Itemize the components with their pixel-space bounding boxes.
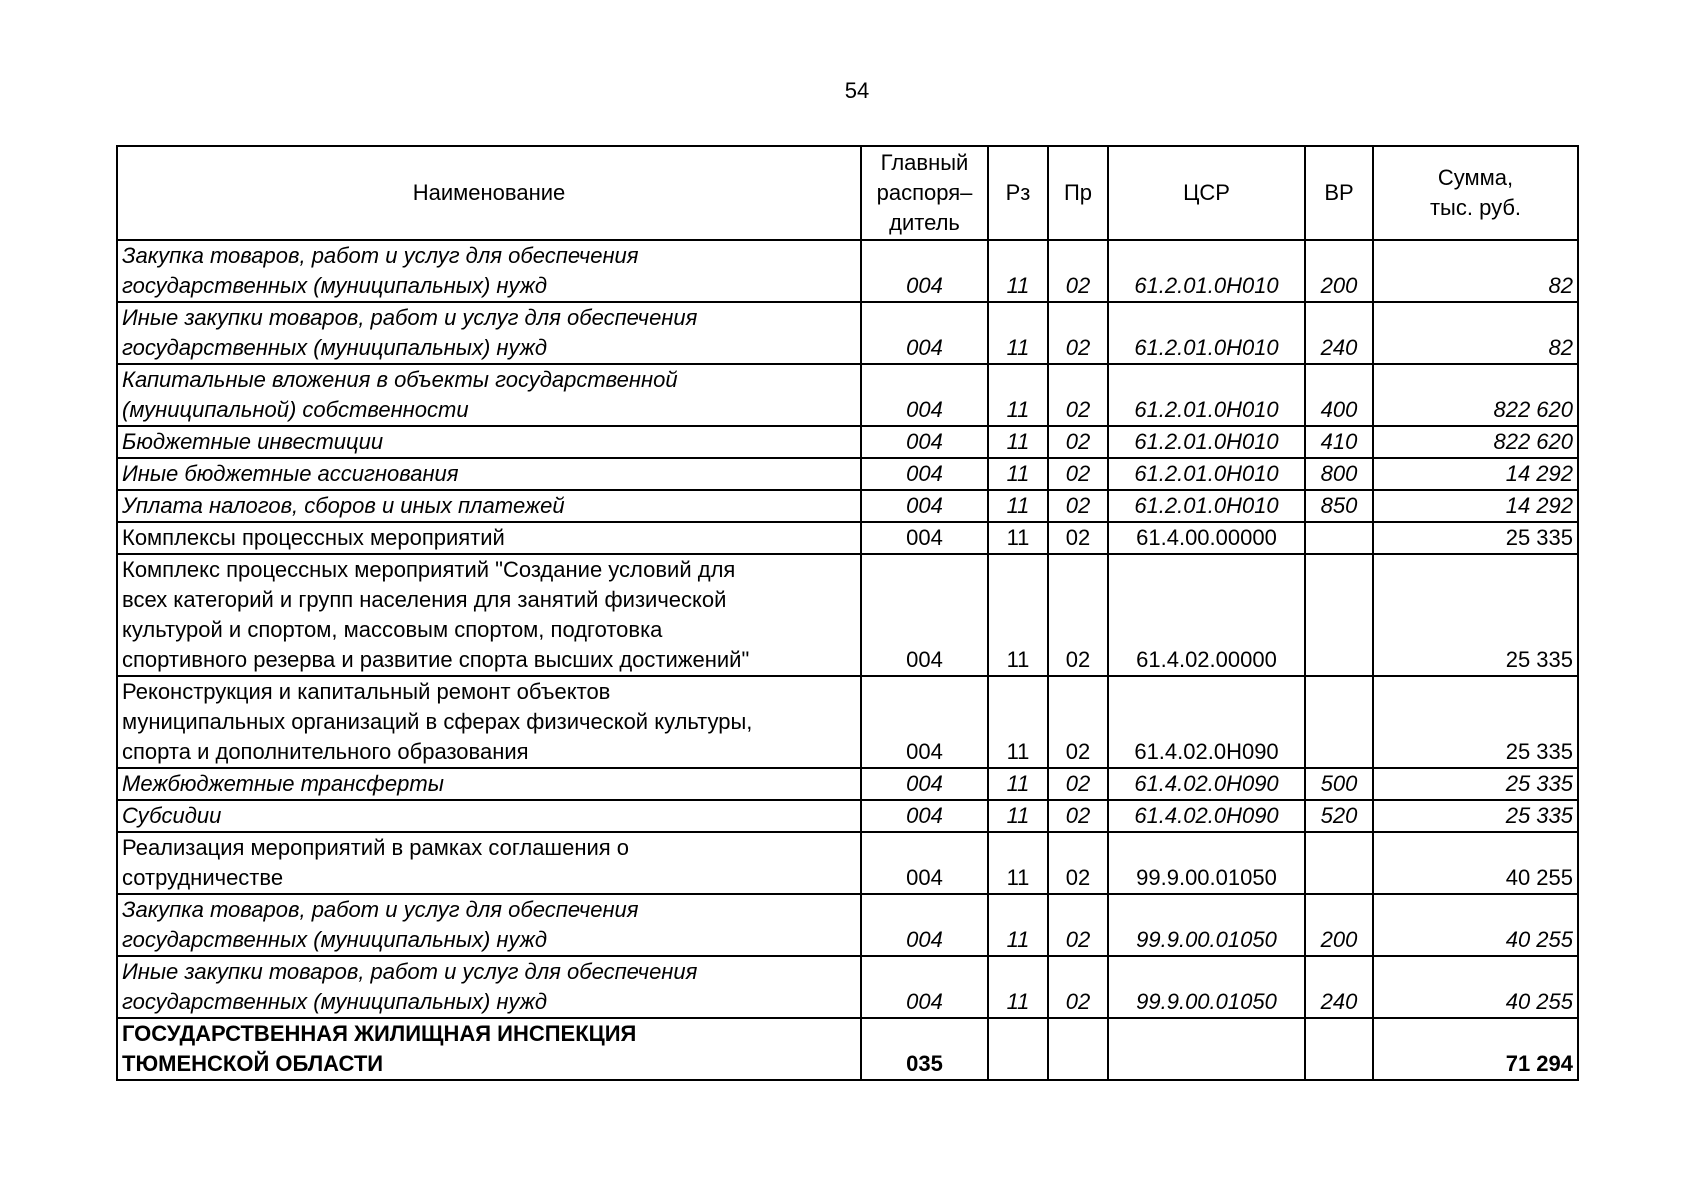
cell-name: Капитальные вложения в объекты государственной (муниципальной) собственности bbox=[117, 364, 861, 426]
cell-name: Закупка товаров, работ и услуг для обеспечения государственных (муниципальных) нужд bbox=[117, 894, 861, 956]
cell-sum: 25 335 bbox=[1373, 768, 1578, 800]
table-row bbox=[117, 956, 1578, 1018]
cell-main-manager: 004 bbox=[861, 832, 988, 894]
cell-main-manager: 004 bbox=[861, 676, 988, 768]
cell-section: 11 bbox=[988, 956, 1048, 1018]
cell-main-manager: 004 bbox=[861, 490, 988, 522]
cell-section: 11 bbox=[988, 522, 1048, 554]
table-row bbox=[117, 364, 1578, 426]
cell-subsection: 02 bbox=[1048, 768, 1108, 800]
cell-section: 11 bbox=[988, 768, 1048, 800]
cell-main-manager: 004 bbox=[861, 240, 988, 302]
header-name: Наименование bbox=[117, 146, 861, 240]
table-row bbox=[117, 240, 1578, 302]
cell-name: Иные закупки товаров, работ и услуг для обеспечения государственных (муниципальных) нужд bbox=[117, 302, 861, 364]
cell-subsection: 02 bbox=[1048, 832, 1108, 894]
cell-target-article: 61.2.01.0Н010 bbox=[1108, 426, 1305, 458]
table-row bbox=[117, 894, 1578, 956]
cell-expense-type bbox=[1305, 832, 1373, 894]
cell-main-manager: 004 bbox=[861, 800, 988, 832]
cell-section: 11 bbox=[988, 240, 1048, 302]
cell-sum: 40 255 bbox=[1373, 894, 1578, 956]
cell-name: ГОСУДАРСТВЕННАЯ ЖИЛИЩНАЯ ИНСПЕКЦИЯ ТЮМЕНСКОЙ ОБЛАСТИ bbox=[117, 1018, 861, 1080]
table-row bbox=[117, 554, 1578, 676]
table-body bbox=[117, 240, 1578, 1080]
cell-sum: 40 255 bbox=[1373, 832, 1578, 894]
cell-subsection: 02 bbox=[1048, 676, 1108, 768]
cell-section: 11 bbox=[988, 302, 1048, 364]
cell-name: Реализация мероприятий в рамках соглашения о сотрудничестве bbox=[117, 832, 861, 894]
header-target-article: ЦСР bbox=[1108, 146, 1305, 240]
cell-target-article: 61.4.02.0Н090 bbox=[1108, 800, 1305, 832]
cell-main-manager: 004 bbox=[861, 458, 988, 490]
cell-target-article: 99.9.00.01050 bbox=[1108, 894, 1305, 956]
cell-target-article bbox=[1108, 1018, 1305, 1080]
cell-main-manager: 035 bbox=[861, 1018, 988, 1080]
cell-main-manager: 004 bbox=[861, 522, 988, 554]
cell-section: 11 bbox=[988, 426, 1048, 458]
header-main-manager: Главный распоря– дитель bbox=[861, 146, 988, 240]
cell-target-article: 61.2.01.0Н010 bbox=[1108, 490, 1305, 522]
cell-target-article: 61.2.01.0Н010 bbox=[1108, 240, 1305, 302]
table-row bbox=[117, 1018, 1578, 1080]
cell-name: Иные закупки товаров, работ и услуг для обеспечения государственных (муниципальных) нужд bbox=[117, 956, 861, 1018]
cell-sum: 25 335 bbox=[1373, 676, 1578, 768]
cell-sum: 82 bbox=[1373, 240, 1578, 302]
cell-subsection: 02 bbox=[1048, 364, 1108, 426]
cell-subsection: 02 bbox=[1048, 800, 1108, 832]
cell-name: Межбюджетные трансферты bbox=[117, 768, 861, 800]
table-row bbox=[117, 832, 1578, 894]
cell-target-article: 61.4.02.00000 bbox=[1108, 554, 1305, 676]
cell-subsection: 02 bbox=[1048, 302, 1108, 364]
cell-target-article: 61.4.00.00000 bbox=[1108, 522, 1305, 554]
cell-target-article: 61.2.01.0Н010 bbox=[1108, 302, 1305, 364]
header-section: Рз bbox=[988, 146, 1048, 240]
cell-expense-type: 240 bbox=[1305, 302, 1373, 364]
cell-expense-type: 410 bbox=[1305, 426, 1373, 458]
cell-section bbox=[988, 1018, 1048, 1080]
table-row bbox=[117, 768, 1578, 800]
cell-expense-type: 520 bbox=[1305, 800, 1373, 832]
cell-section: 11 bbox=[988, 800, 1048, 832]
table-row bbox=[117, 800, 1578, 832]
table-row bbox=[117, 490, 1578, 522]
cell-expense-type: 200 bbox=[1305, 894, 1373, 956]
cell-expense-type bbox=[1305, 676, 1373, 768]
cell-sum: 25 335 bbox=[1373, 522, 1578, 554]
cell-sum: 14 292 bbox=[1373, 490, 1578, 522]
cell-subsection: 02 bbox=[1048, 894, 1108, 956]
page-number: 54 bbox=[844, 78, 870, 103]
cell-name: Реконструкция и капитальный ремонт объектов муниципальных организаций в сферах физической культуры, спорта и дополнительного образования bbox=[117, 676, 861, 768]
cell-sum: 40 255 bbox=[1373, 956, 1578, 1018]
cell-section: 11 bbox=[988, 832, 1048, 894]
cell-target-article: 99.9.00.01050 bbox=[1108, 956, 1305, 1018]
cell-main-manager: 004 bbox=[861, 894, 988, 956]
cell-target-article: 99.9.00.01050 bbox=[1108, 832, 1305, 894]
cell-name: Комплекс процессных мероприятий "Создание условий для всех категорий и групп населения для занятий физической культурой и спортом, массовым спортом, подготовка спортивного резерва и развитие спорта высших достижений" bbox=[117, 554, 861, 676]
cell-section: 11 bbox=[988, 554, 1048, 676]
header-sum: Сумма, тыс. руб. bbox=[1373, 146, 1578, 240]
table-row bbox=[117, 302, 1578, 364]
cell-sum: 25 335 bbox=[1373, 800, 1578, 832]
cell-expense-type bbox=[1305, 1018, 1373, 1080]
cell-subsection: 02 bbox=[1048, 956, 1108, 1018]
cell-target-article: 61.4.02.0Н090 bbox=[1108, 768, 1305, 800]
cell-expense-type: 500 bbox=[1305, 768, 1373, 800]
cell-target-article: 61.2.01.0Н010 bbox=[1108, 458, 1305, 490]
cell-section: 11 bbox=[988, 364, 1048, 426]
cell-expense-type: 240 bbox=[1305, 956, 1373, 1018]
cell-main-manager: 004 bbox=[861, 768, 988, 800]
cell-sum: 71 294 bbox=[1373, 1018, 1578, 1080]
cell-name: Комплексы процессных мероприятий bbox=[117, 522, 861, 554]
cell-subsection: 02 bbox=[1048, 522, 1108, 554]
header-subsection: Пр bbox=[1048, 146, 1108, 240]
cell-expense-type: 400 bbox=[1305, 364, 1373, 426]
cell-name: Закупка товаров, работ и услуг для обеспечения государственных (муниципальных) нужд bbox=[117, 240, 861, 302]
cell-subsection: 02 bbox=[1048, 490, 1108, 522]
cell-main-manager: 004 bbox=[861, 554, 988, 676]
cell-name: Бюджетные инвестиции bbox=[117, 426, 861, 458]
cell-section: 11 bbox=[988, 894, 1048, 956]
cell-expense-type: 850 bbox=[1305, 490, 1373, 522]
cell-section: 11 bbox=[988, 676, 1048, 768]
table-row bbox=[117, 522, 1578, 554]
table-row bbox=[117, 676, 1578, 768]
cell-subsection: 02 bbox=[1048, 426, 1108, 458]
cell-main-manager: 004 bbox=[861, 426, 988, 458]
cell-main-manager: 004 bbox=[861, 956, 988, 1018]
cell-sum: 14 292 bbox=[1373, 458, 1578, 490]
cell-section: 11 bbox=[988, 490, 1048, 522]
table-row bbox=[117, 458, 1578, 490]
budget-table bbox=[116, 145, 1579, 1081]
cell-sum: 822 620 bbox=[1373, 364, 1578, 426]
cell-expense-type: 200 bbox=[1305, 240, 1373, 302]
cell-sum: 822 620 bbox=[1373, 426, 1578, 458]
header-expense-type: ВР bbox=[1305, 146, 1373, 240]
cell-main-manager: 004 bbox=[861, 364, 988, 426]
cell-name: Иные бюджетные ассигнования bbox=[117, 458, 861, 490]
cell-expense-type: 800 bbox=[1305, 458, 1373, 490]
cell-sum: 25 335 bbox=[1373, 554, 1578, 676]
header-row bbox=[117, 146, 1578, 240]
cell-expense-type bbox=[1305, 554, 1373, 676]
cell-subsection bbox=[1048, 1018, 1108, 1080]
cell-expense-type bbox=[1305, 522, 1373, 554]
table-row bbox=[117, 426, 1578, 458]
cell-subsection: 02 bbox=[1048, 554, 1108, 676]
cell-sum: 82 bbox=[1373, 302, 1578, 364]
cell-section: 11 bbox=[988, 458, 1048, 490]
cell-subsection: 02 bbox=[1048, 240, 1108, 302]
cell-target-article: 61.2.01.0Н010 bbox=[1108, 364, 1305, 426]
cell-subsection: 02 bbox=[1048, 458, 1108, 490]
cell-name: Субсидии bbox=[117, 800, 861, 832]
cell-main-manager: 004 bbox=[861, 302, 988, 364]
cell-name: Уплата налогов, сборов и иных платежей bbox=[117, 490, 861, 522]
cell-target-article: 61.4.02.0Н090 bbox=[1108, 676, 1305, 768]
